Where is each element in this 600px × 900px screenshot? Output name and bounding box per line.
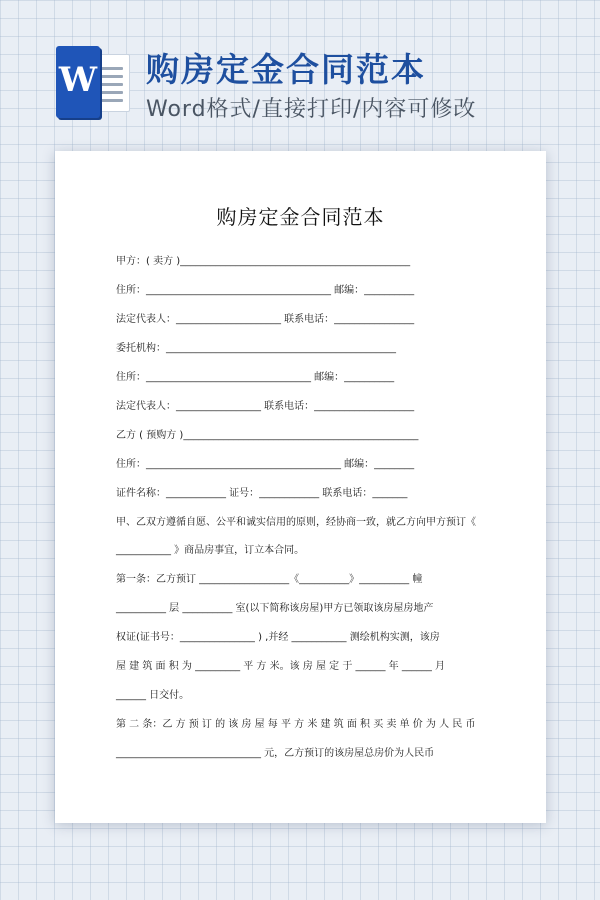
party-b-address: 住所：_______________________________________ 邮编：________ xyxy=(116,459,415,470)
party-a-seller: 甲方：( 卖方 )______________________________________________ xyxy=(116,256,411,267)
word-badge xyxy=(56,46,100,118)
article1-line-5: ______ 日交付。 xyxy=(116,690,190,701)
word-logo-letter: W xyxy=(58,60,98,100)
article1-line-3: 权证(证书号：_______________ ) ,并经 ___________ 测绘机构实测，该房 xyxy=(116,632,440,643)
party-a-legal-rep: 法定代表人：_____________________ 联系电话：________________ xyxy=(116,314,415,325)
party-b-id: 证件名称：____________ 证号：____________ 联系电话：_______ xyxy=(116,488,408,499)
document-page xyxy=(55,151,546,823)
agency-address: 住所：_________________________________ 邮编：__________ xyxy=(116,372,395,383)
banner-title: 购房定金合同范本 xyxy=(146,50,426,89)
banner-subtitle: Word格式/直接打印/内容可修改 xyxy=(146,97,477,122)
article1-line-2: __________ 层 __________ 室(以下简称该房屋)甲方已领取该房屋房地产 xyxy=(116,603,434,614)
intro-line-2: ___________ 》商品房事宜，订立本合同。 xyxy=(116,545,305,556)
header-banner xyxy=(0,0,600,140)
article2-line-2: _____________________________ 元，乙方预订的该房屋总房价为人民币 xyxy=(116,748,435,759)
agency-line: 委托机构：______________________________________________ xyxy=(116,343,396,354)
agency-legal-rep: 法定代表人：_________________ 联系电话：____________________ xyxy=(116,401,415,412)
article1-line-4: 屋 建 筑 面 积 为 _________ 平 方 米。该 房 屋 定 于 ______ 年 ______ 月 xyxy=(116,661,446,672)
word-icon xyxy=(56,46,130,118)
article2-line-1: 第 二 条：乙 方 预 订 的 该 房 屋 每 平 方 米 建 筑 面 积 买 卖 单 价 为 人 民 币 xyxy=(116,719,476,730)
intro-line-1: 甲、乙双方遵循自愿、公平和诚实信用的原则，经协商一致，就乙方向甲方预订《 xyxy=(116,517,476,528)
party-b-buyer: 乙方 ( 预购方 )_______________________________________________ xyxy=(116,430,419,441)
party-a-address: 住所：_____________________________________ 邮编：__________ xyxy=(116,285,415,296)
document-title: 购房定金合同范本 xyxy=(216,205,385,229)
article1-line-1: 第一条：乙方预订 __________________《__________》__________ 幢 xyxy=(116,574,423,585)
